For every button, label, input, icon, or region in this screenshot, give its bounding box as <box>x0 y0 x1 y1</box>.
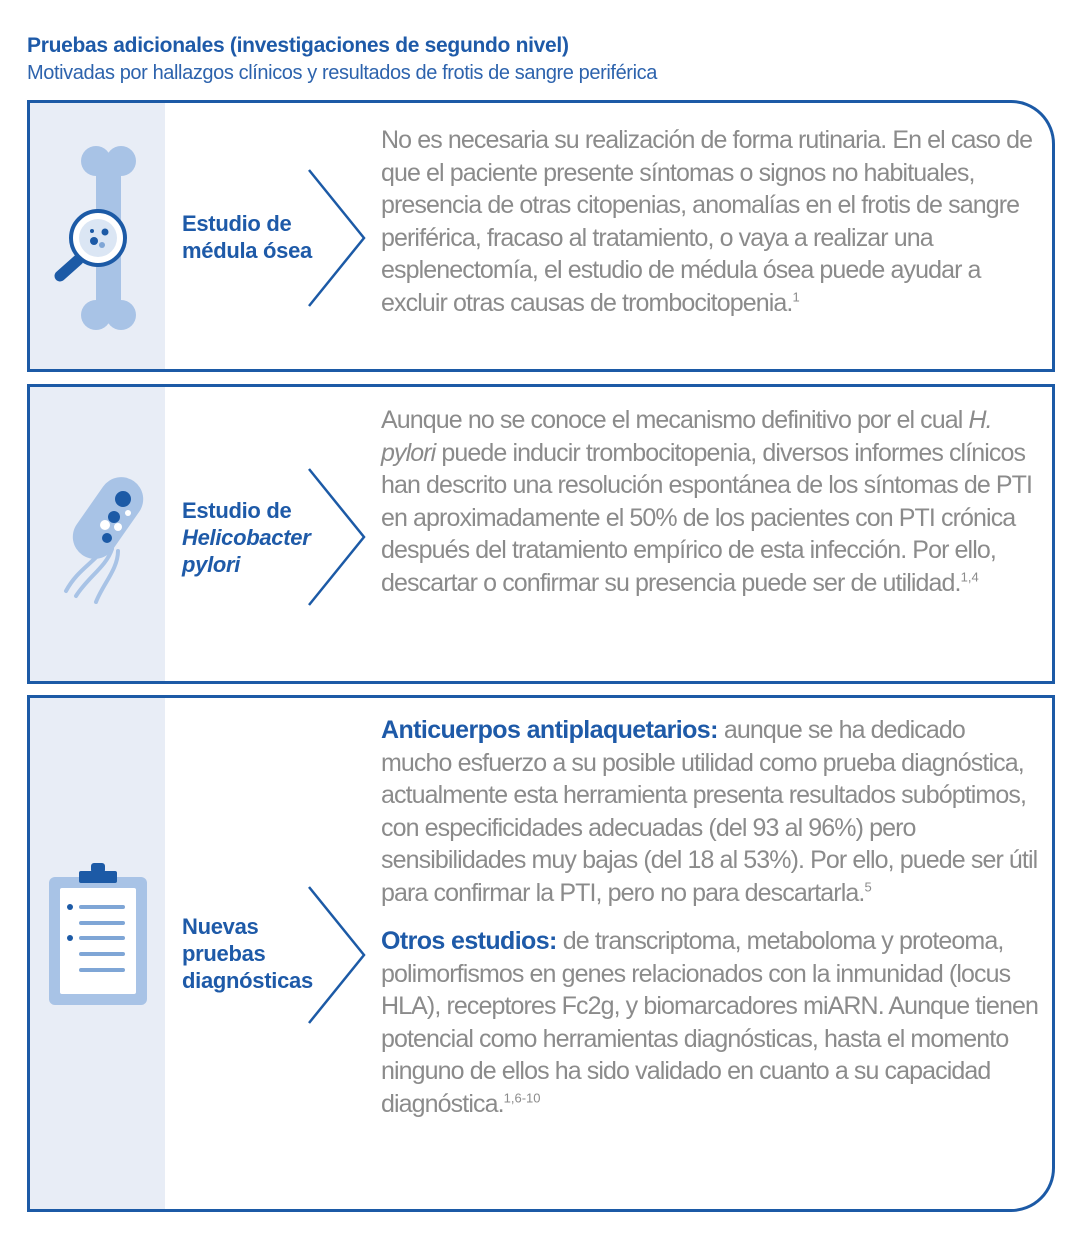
body-text: aunque se ha dedicado mucho esfuerzo a su posible utilidad como prueba diagnóstica, actualmente esta herramienta presenta resultados subóptimos, con especificidades adecuadas (del 93 al 96%) pero sensibilidades muy bajas (del 18 al 53%). Por ello, puede ser útil para confirmar la PTI, pero no para descartarla. <box>381 716 1038 907</box>
page-subtitle: Motivadas por hallazgos clínicos y resultados de frotis de sangre periférica <box>27 62 657 84</box>
page-title: Pruebas adicionales (investigaciones de segundo nivel) <box>27 34 569 57</box>
paragraph-title: Anticuerpos antiplaquetarios: <box>381 716 718 744</box>
label-line: Nuevas <box>182 914 259 939</box>
body-text: No es necesaria su realización de forma rutinaria. En el caso de que el paciente presente síntomas o signos no habituales, presencia de otras citopenias, anomalías en el frotis de sangre periférica, fracaso al tratamiento, o vaya a realizar una esplenectomía, el estudio de médula ósea puede ayudar a excluir otras causas de trombocitopenia. <box>381 126 1033 317</box>
clipboard-icon <box>46 860 152 1010</box>
panel-new-tests <box>27 695 1055 1212</box>
label-line: pylori <box>182 552 241 577</box>
reference: 1 <box>792 289 800 305</box>
body-text: de transcriptoma, metaboloma y proteoma, polimorfismos en genes relacionados con la inmunidad (locus HLA), receptores Fc2g, y biomarcadores miARN. Aunque tienen potencial como herramientas diagnósticas, hasta el momento ninguno de ellos ha sido validado en cuanto a su capacidad diagnóstica. <box>381 927 1038 1118</box>
panel-label <box>182 210 312 264</box>
label-line: Estudio de <box>182 211 292 236</box>
reference: 5 <box>864 879 872 895</box>
reference: 1,4 <box>960 569 979 585</box>
body-text-italic: H. pylori <box>381 406 992 467</box>
body-text: puede inducir trombocitopenia, diversos informes clínicos han descrito una resolución espontánea de los síntomas de PTI en aproximadamente el 50% de los pacientes con PTI crónica después del tratamiento empírico de esta infección. Por ello, descartar o confirmar su presencia puede ser de utilidad. <box>381 438 1033 597</box>
bone-magnifier-icon <box>50 143 150 333</box>
header <box>27 32 1057 86</box>
label-line: Helicobacter <box>182 525 311 550</box>
reference: 1,6-10 <box>503 1090 541 1106</box>
label-line: médula ósea <box>182 238 312 263</box>
bacterium-icon <box>48 469 158 604</box>
panel-h-pylori <box>27 384 1055 684</box>
panel-bone-marrow <box>27 100 1055 372</box>
panel-label <box>182 913 313 994</box>
chevron-right-icon <box>306 167 368 309</box>
paragraph-other-studies <box>381 925 1041 1120</box>
panel-label <box>182 497 310 578</box>
body-text: Aunque no se conoce el mecanismo definitivo por el cual <box>381 406 969 434</box>
panel-text <box>381 124 1041 319</box>
panel-text <box>381 404 1041 599</box>
chevron-right-icon <box>306 466 368 608</box>
label-line: Estudio de <box>182 498 292 523</box>
paragraph-title: Otros estudios: <box>381 927 557 955</box>
paragraph-antibodies <box>381 714 1041 909</box>
label-line: diagnósticas <box>182 968 313 993</box>
chevron-right-icon <box>306 884 368 1026</box>
panel-text <box>381 714 1041 1120</box>
label-line: pruebas <box>182 941 266 966</box>
